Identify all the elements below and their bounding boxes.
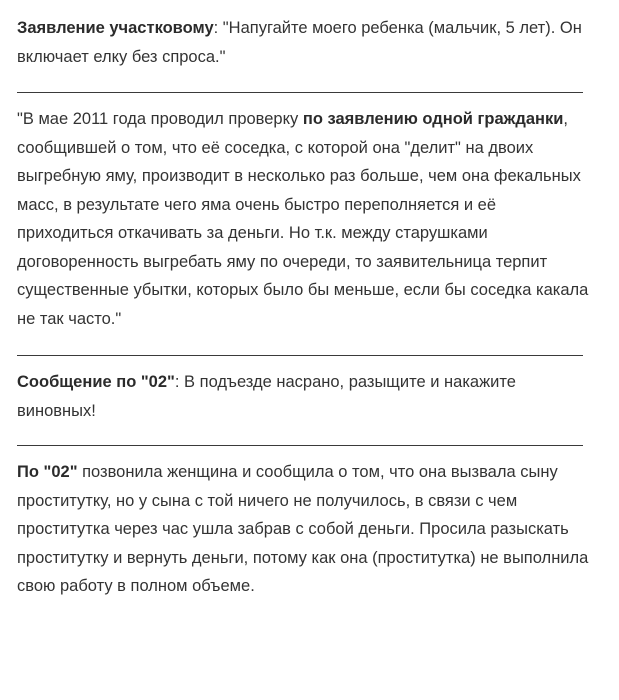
entry-heading: по заявлению одной гражданки — [302, 110, 564, 128]
entry-heading: Сообщение по "02" — [17, 373, 175, 391]
police-report-entry-3 — [17, 368, 589, 425]
entry-paragraph — [17, 368, 589, 425]
police-report-entry-1 — [17, 14, 589, 71]
police-report-entry-4 — [17, 458, 589, 601]
entry-heading: По "02" — [17, 463, 78, 481]
divider — [17, 445, 583, 446]
entry-paragraph — [17, 105, 589, 333]
entry-text-lead: "В мае 2011 года проводил проверку — [17, 110, 303, 128]
entry-paragraph — [17, 458, 589, 601]
divider — [17, 355, 583, 356]
entry-text: позвонила женщина и сообщила о том, что она вызвала сыну проститутку, но у сына с той ничего не получилось, в связи с чем проститутка через час ушла забрав с собой деньги. Просила разыскать проститутку и вернуть деньги, потому как она (проститутка) не выполнила свою работу в полном объеме. — [17, 463, 589, 595]
entry-text: , сообщившей о том, что её соседка, с которой она "делит" на двоих выгребную яму, производит в несколько раз больше, чем она фекальных масс, в результате чего яма очень быстро переполняется и её приходиться откачивать за деньги. Но т.к. между старушками договоренность выгребать яму по очереди, то заявительница терпит существенные убытки, которых было бы меньше, если бы соседка какала не так часто." — [17, 110, 589, 328]
police-report-entry-2 — [17, 105, 589, 333]
entry-heading: Заявление участковому — [17, 19, 214, 37]
entry-text: : В подъезде насрано, разыщите и накажите виновных! — [17, 373, 516, 420]
divider — [17, 92, 583, 93]
entry-paragraph — [17, 14, 589, 71]
entry-text: : "Напугайте моего ребенка (мальчик, 5 лет). Он включает елку без спроса." — [17, 19, 582, 66]
article-content — [17, 14, 589, 601]
